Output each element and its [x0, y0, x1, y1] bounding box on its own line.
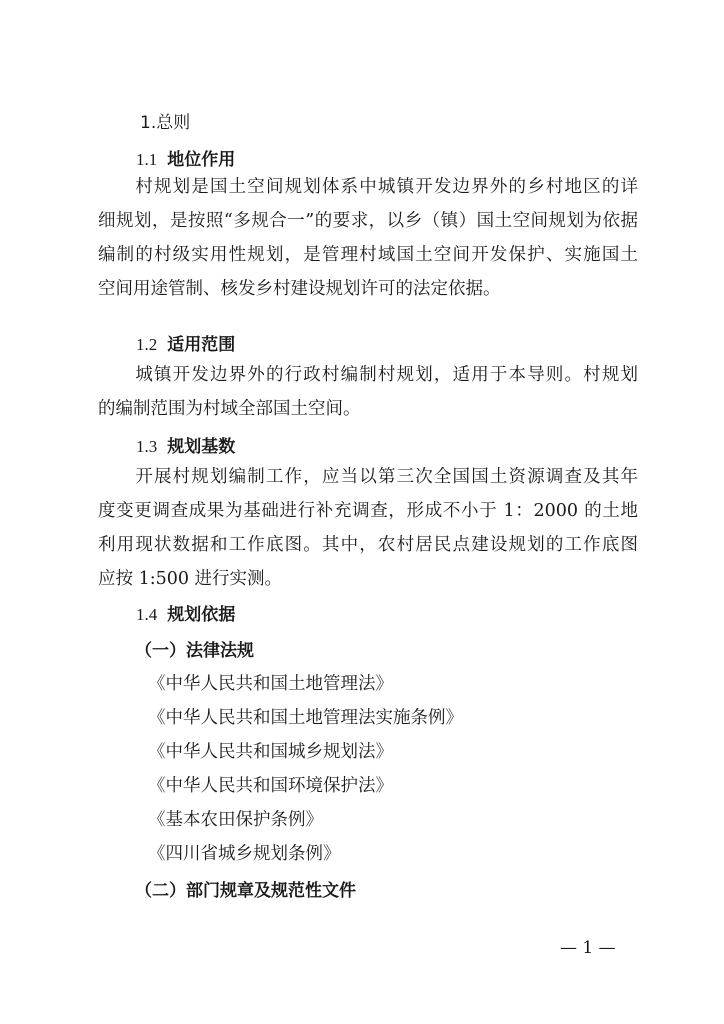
subsection-title: 规划基数 [167, 437, 236, 457]
section-heading-1: 1.总则 [140, 113, 191, 133]
paragraph-line: 开展村规划编制工作，应当以第三次全国国土资源调查及其年 [98, 467, 638, 487]
rules-heading: （二）部门规章及规范性文件 [135, 881, 356, 901]
subsection-number: 1.2 [136, 335, 158, 354]
laws-heading: （一）法律法规 [135, 641, 254, 661]
subsection-heading-1-4 [136, 600, 235, 625]
page-number: — 1 — [560, 938, 616, 958]
paragraph-line: 编制的村级实用性规划，是管理村域国土空间开发保护、实施国土 [98, 245, 638, 265]
paragraph-line: 村规划是国土空间规划体系中城镇开发边界外的乡村地区的详 [98, 177, 638, 197]
paragraph-1-1 [98, 170, 638, 306]
paragraph-1-2 [98, 358, 638, 426]
law-item: 《四川省城乡规划条例》 [148, 844, 341, 864]
subsection-number: 1.1 [136, 150, 158, 169]
paragraph-line: 空间用途管制、核发乡村建设规划许可的法定依据。 [98, 279, 501, 299]
paragraph-line: 度变更调查成果为基础进行补充调查，形成不小于 1：2000 的土地 [98, 501, 638, 521]
subsection-title: 规划依据 [167, 605, 236, 625]
paragraph-line: 细规划，是按照“多规合一”的要求，以乡（镇）国土空间规划为依据 [98, 211, 638, 231]
law-item: 《中华人民共和国城乡规划法》 [148, 742, 393, 762]
law-item: 《中华人民共和国环境保护法》 [148, 776, 393, 796]
law-item: 《中华人民共和国土地管理法实施条例》 [148, 708, 463, 728]
subsection-number: 1.4 [136, 605, 158, 624]
paragraph-line: 的编制范围为村域全部国土空间。 [98, 399, 361, 419]
subsection-heading-1-2 [136, 330, 235, 355]
paragraph-line: 城镇开发边界外的行政村编制村规划，适用于本导则。村规划 [98, 365, 638, 385]
law-item: 《基本农田保护条例》 [148, 810, 323, 830]
subsection-title: 地位作用 [167, 150, 236, 170]
subsection-heading-1-1 [136, 145, 235, 170]
law-item: 《中华人民共和国土地管理法》 [148, 674, 393, 694]
paragraph-line: 利用现状数据和工作底图。其中，农村居民点建设规划的工作底图 [98, 535, 638, 555]
subsection-title: 适用范围 [167, 335, 236, 355]
paragraph-line: 应按 1:500 进行实测。 [98, 569, 283, 589]
subsection-number: 1.3 [136, 437, 158, 456]
subsection-heading-1-3 [136, 432, 235, 457]
paragraph-1-3 [98, 460, 638, 596]
